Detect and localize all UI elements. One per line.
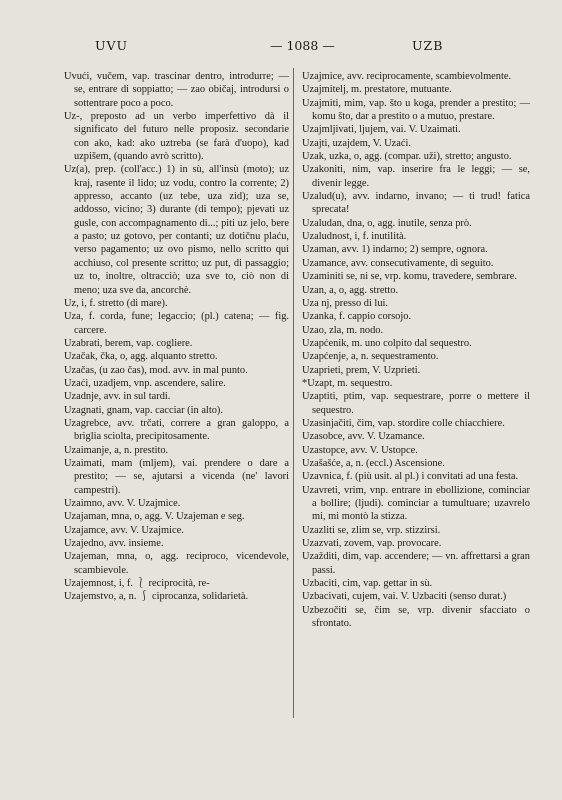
dictionary-entry: Uzajmitelj, m. prestatore, mutuante.	[302, 84, 452, 96]
dictionary-entry: Uzajaman, mna, o, agg. V. Uzajeman e seg.	[64, 511, 245, 523]
dictionary-entry: Uzajti, uzajdem, V. Uzaći.	[302, 137, 411, 149]
left-column	[64, 70, 289, 604]
dictionary-entry: Uzajmljivati, ljujem, vai. V. Uzaimati.	[302, 124, 461, 136]
dictionary-entry: Uzaman, avv. 1) indarno; 2) sempre, ognora.	[302, 244, 488, 256]
dictionary-entry: Uzajemnost, i, f. ⎱ reciprocità, re-	[64, 578, 210, 590]
running-head-left: UVU	[95, 38, 129, 53]
dictionary-entry: Uzačak, čka, o, agg. alquanto stretto.	[64, 351, 218, 363]
dictionary-entry: Uz(a), prep. (coll'acc.) 1) in sù, all'insù (moto); uz kraj, rasente il lido; uz vodu, contro la corrente; 2) appresso, accanto (uz tebe, uza zid); uza se, addosso, vicino; 3) durante (di tempo); pjevati uz gusle, con accompagnamento di...; piti uz jelo, bere a pasto; uz gotovo, per contanti; uz dotičnu plaću, verso pagamento; uz ovo pismo, nello scritto quì acchiuso, col presente scritto; uz put, di passaggio; uz to, inoltre, oltracciò; uza sve to, ciò non di meno; uza sve da, ancorchè.	[64, 164, 289, 296]
dictionary-entry: Uzaptiti, ptim, vap. sequestrare, porre o mettere il sequestro.	[302, 391, 530, 416]
dictionary-entry: Uz, i, f. stretto (di mare).	[64, 297, 168, 309]
dictionary-entry: Uzajemstvo, a, n. ⎰ ciprocanza, solidarietà.	[64, 591, 249, 603]
dictionary-entry: Uzajeman, mna, o, agg. reciproco, vicendevole, scambievole.	[64, 551, 289, 576]
dictionary-entry: *Uzapt, m. sequestro.	[302, 377, 393, 389]
dictionary-entry: Uzaimno, avv. V. Uzajmice.	[64, 498, 181, 509]
dictionary-entry: Uzao, zla, m. nodo.	[302, 324, 384, 336]
right-column	[302, 70, 530, 630]
dictionary-entry: Uzan, a, o, agg. stretto.	[302, 284, 399, 296]
dictionary-entry: Uzamance, avv. consecutivamente, di seguito.	[302, 257, 494, 269]
page-number: — 1088 —	[270, 38, 335, 53]
dictionary-entry: Uzavnica, f. (più usit. al pl.) i convitati ad una festa.	[302, 471, 519, 483]
dictionary-entry: Uzajamce, avv. V. Uzajmice.	[64, 524, 184, 536]
dictionary-entry: Uzanka, f. cappio corsojo.	[302, 311, 412, 323]
dictionary-entry: Uzaludan, dna, o, agg. inutile, senza prò.	[302, 217, 472, 229]
dictionary-entry: Uzaludnost, i, f. inutilità.	[302, 231, 407, 243]
dictionary-entry: Uzak, uzka, o, agg. (compar. uži), stretto; angusto.	[302, 151, 512, 163]
running-head-right: UZB	[412, 38, 444, 53]
dictionary-entry: Uz-, preposto ad un verbo imperfettivo dà il significato del futuro nelle proposiz. secondarie con ako, kad: ako uztreba (se farà d'uopo), kad uzpišem, (quando avrò scritto).	[64, 111, 289, 163]
dictionary-entry: Uzaći, uzadjem, vnp. ascendere, salire.	[64, 377, 226, 389]
dictionary-entry: Uzapćenje, a, n. sequestramento.	[302, 351, 439, 363]
dictionary-entry: Uzajedno, avv. insieme.	[64, 538, 164, 550]
dictionary-entry: Uzakoniti, nim, vap. inserire fra le leggi; — se, divenir legge.	[302, 164, 530, 189]
dictionary-entry: Uzaminiti se, ni se, vrp. komu, travedere, sembrare.	[302, 271, 517, 283]
dictionary-entry: Uzaimanje, a, n. prestito.	[64, 444, 169, 456]
dictionary-entry: Uzačas, (u zao čas), mod. avv. in mal punto.	[64, 364, 248, 376]
dictionary-entry: Uzavreti, vrim, vnp. entrare in ebollizione, cominciar a bollire; (ljudi). cominciar a tumultuare; uzavrelo mi, mi montò la stizza.	[302, 484, 530, 523]
dictionary-entry: Uza nj, presso di lui.	[302, 297, 388, 309]
dictionary-entry: Uzajmiti, mim, vap. što u koga, prender a prestito; — komu što, dar a prestito o a mutuo, prestare.	[302, 97, 530, 123]
dictionary-entry: Uzastopce, avv. V. Ustopce.	[302, 444, 418, 456]
dictionary-entry: Uzaprieti, prem, V. Uzprieti.	[302, 364, 421, 376]
dictionary-entry: Uzagnati, gnam, vap. cacciar (in alto).	[64, 404, 223, 416]
dictionary-entry: Uzažditi, dim, vap. accendere; — vn. affrettarsi a gran passi.	[302, 551, 530, 576]
dictionary-entry: Uzasobce, avv. V. Uzamance.	[302, 431, 425, 443]
dictionary-entry: Uzadnje, avv. in sul tardi.	[64, 391, 171, 403]
dictionary-entry: Uzbezočiti se, čim se, vrp. divenir sfacciato o sfrontato.	[302, 604, 530, 630]
dictionary-entry: Uzbacivati, cujem, vai. V. Uzbaciti (senso durat.)	[302, 591, 507, 603]
dictionary-entry: Uzazvati, zovem, vap. provocare.	[302, 538, 442, 550]
dictionary-entry: Uzazliti se, zlim se, vrp. stizzirsi.	[302, 524, 441, 536]
dictionary-entry: Uzagrebce, avv. trčati, correre a gran galoppo, a briglia sciolta, precipitosamente.	[64, 417, 289, 443]
dictionary-entry: Uzabrati, berem, vap. cogliere.	[64, 337, 193, 349]
dictionary-entry: Uzaimati, mam (mljem), vai. prendere o dare a prestito; — se, ajutarsi a vicenda (ne' lavori campestri).	[64, 457, 289, 496]
dictionary-entry: Uzapćenik, m. uno colpito dal sequestro.	[302, 337, 472, 349]
dictionary-entry: Uzajmice, avv. reciprocamente, scambievolmente.	[302, 71, 512, 82]
column-divider	[293, 68, 294, 718]
dictionary-entry: Uzalud(u), avv. indarno, invano; — ti trud! fatica sprecata!	[302, 191, 530, 216]
dictionary-entry: Uvući, vučem, vap. trascinar dentro, introdurre; — se, entrare di soppiatto; — zao običaj, introdursi o sottentrare poco a poco.	[64, 71, 289, 109]
dictionary-entry: Uzašašće, a, n. (eccl.) Ascensione.	[302, 457, 445, 469]
dictionary-entry: Uzasinjačiti, čim, vap. stordire colle chiacchiere.	[302, 417, 505, 429]
dictionary-entry: Uza, f. corda, fune; legaccio; (pl.) catena; — fig. carcere.	[64, 311, 289, 336]
dictionary-entry: Uzbaciti, cim, vap. gettar in sù.	[302, 578, 433, 590]
